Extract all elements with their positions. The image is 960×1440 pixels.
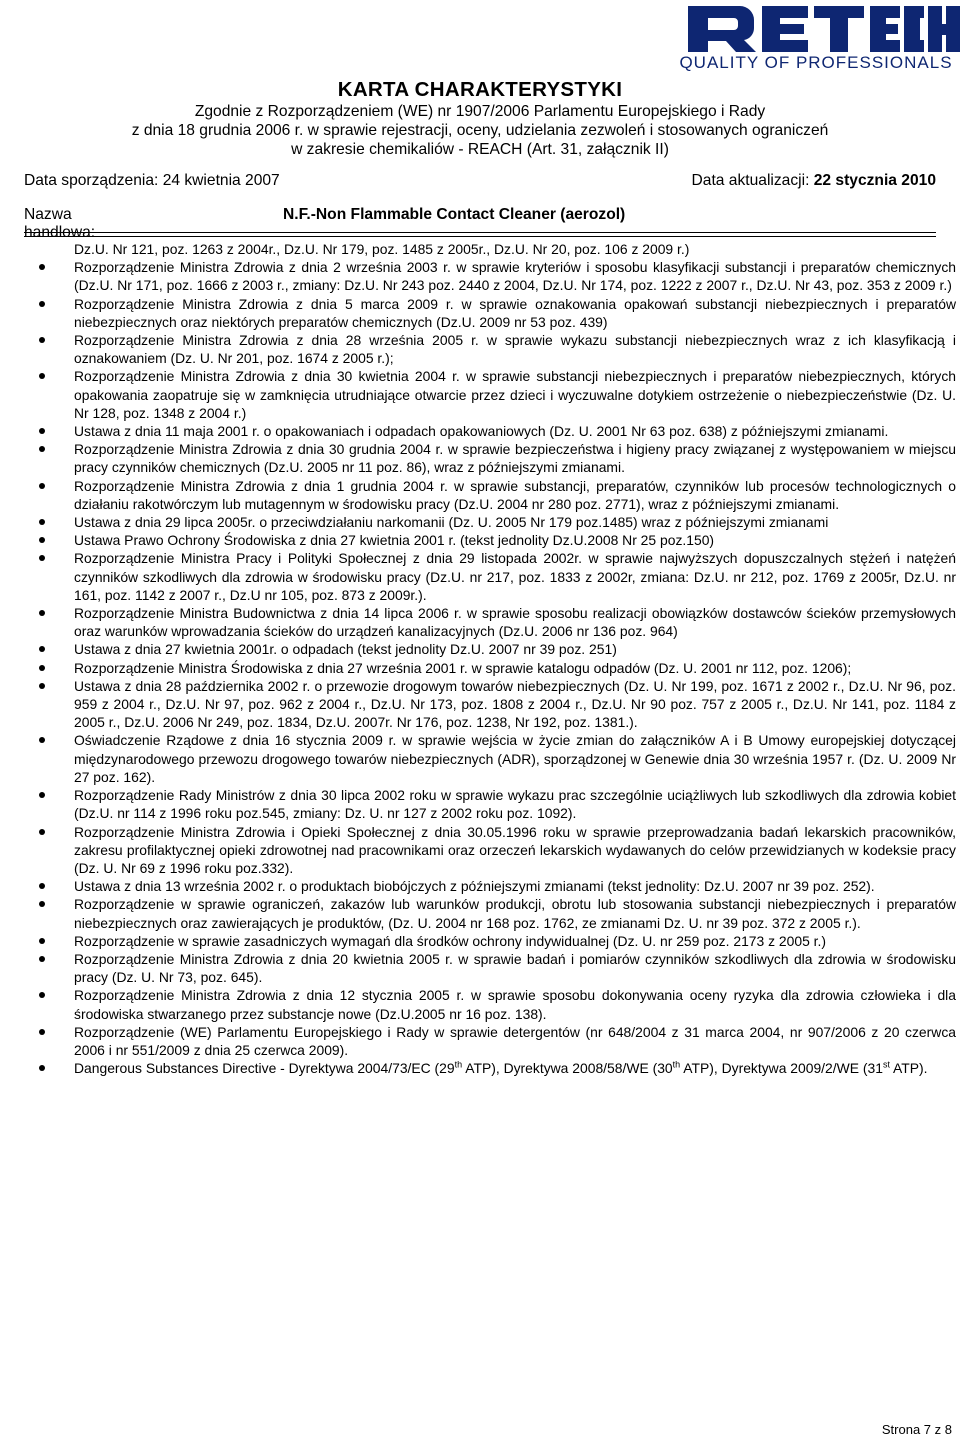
list-item-text: Rozporządzenie Ministra Zdrowia z dnia 12 stycznia 2005 r. w sprawie sposobu dokonywania oceny ryzyka dla zdrowia człowieka i dla środowiska stwarzanego przez substancje nowe (Dz.U.2005 nr 16 poz. 138). [74, 987, 956, 1022]
list-item-text: Oświadczenie Rządowe z dnia 16 stycznia 2009 r. w sprawie wejścia w życie zmian do załączników A i B Umowy europejskiej dotyczącej międzynarodowego przewozu drogowego towarów niebezpiecznych (ADR), sporządzonej w Genewie dnia 30 września 1957 r. (Dz. U. 2009 Nr 27 poz. 162). [74, 732, 956, 785]
list-item [24, 295, 956, 331]
list-item [24, 950, 956, 986]
list-item-text: Rozporządzenie Ministra Budownictwa z dnia 14 lipca 2006 r. w sprawie sposobu realizacji obowiązków dostawców ścieków przemysłowych oraz warunków wprowadzania ścieków do urządzeń kanalizacyjnych (Dz.U. 2006 nr 136 poz. 964) [74, 605, 956, 640]
ordinal-suffix: th [672, 1059, 681, 1070]
list-item-text: Rozporządzenie Ministra Zdrowia i Opieki Społecznej z dnia 30.05.1996 roku w sprawie przeprowadzania badań lekarskich pracowników, zakresu profilaktycznej opieki zdrowotnej nad pracownikami oraz orzeczeń lekarskich wydawanych do celów przewidzianych w kodeksie pracy (Dz. U. Nr 69 z 1996 roku poz.332). [74, 823, 956, 876]
list-item [24, 331, 956, 367]
list-item-text: Rozporządzenie Ministra Zdrowia z dnia 1 grudnia 2004 r. w sprawie substancji, preparatów, czynników lub procesów technologicznych o działaniu rakotwórczym lub mutagennym w środowisku pracy (Dz.U. 2004 nr 280 poz. 2771), wraz z późniejszymi zmianami. [74, 477, 956, 512]
list-item [24, 986, 956, 1022]
bullet-icon [39, 829, 45, 835]
list-item-text: Rozporządzenie Ministra Zdrowia z dnia 28 września 2005 r. w sprawie wykazu substancji niebezpiecznych wraz z ich klasyfikacją i oznakowaniem (Dz. U. Nr 201, poz. 1674 z 2005 r.); [74, 332, 956, 367]
list-item-text: Ustawa z dnia 29 lipca 2005r. o przeciwdziałaniu narkomanii (Dz. U. 2005 Nr 179 poz.1485) wraz z późniejszymi zmianami [74, 514, 829, 531]
bullet-icon [39, 483, 45, 489]
ordinal-suffix: th [454, 1059, 463, 1070]
list-item [24, 440, 956, 476]
bullet-icon [39, 373, 45, 379]
list-item-text: ATP), Dyrektywa 2008/58/WE (30 [462, 1060, 673, 1077]
bullet-icon [39, 337, 45, 343]
bullet-icon [39, 264, 45, 270]
list-item-text: ATP), Dyrektywa 2009/2/WE (31 [680, 1060, 883, 1077]
bullet-icon [39, 792, 45, 798]
trade-name-value: N.F.-Non Flammable Contact Cleaner (aerozol) [283, 206, 626, 223]
bullet-icon [39, 1029, 45, 1035]
update-date [692, 172, 936, 190]
list-item-text: Rozporządzenie w sprawie zasadniczych wymagań dla środków ochrony indywidualnej (Dz. U. nr 259 poz. 2173 z 2005 r.) [74, 932, 827, 949]
retech-logo [672, 4, 960, 72]
list-item-text: Rozporządzenie w sprawie ograniczeń, zakazów lub warunków produkcji, obrotu lub stosowania substancji niebezpiecznych i preparatów niebezpiecznych oraz zawierających je produktów, (Dz. U. 2004 nr 168 poz. 1762, ze zmianami Dz. U. nr 39 poz. 372 z 2005 r.). [74, 896, 956, 931]
list-item [24, 422, 956, 440]
list-item-text: Rozporządzenie Ministra Pracy i Polityki Społecznej z dnia 29 listopada 2002r. w sprawie najwyższych dopuszczalnych stężeń i natężeń czynników szkodliwych dla zdrowia w środowisku pracy (Dz.U. nr 217, poz. 1833 z 2002r, zmiana: Dz.U. nr 212, poz. 1769 z 2005r, Dz.U. nr 161, poz. 1142 z 2007 r., Dz.U nr 105, poz. 873 z 2009r.). [74, 550, 956, 603]
list-item [24, 367, 956, 422]
legal-references [24, 240, 956, 1077]
bullet-icon [39, 610, 45, 616]
regulation-line-1: Zgodnie z Rozporządzeniem (WE) nr 1907/2006 Parlamentu Europejskiego i Rady [194, 103, 766, 120]
list-item-text: Ustawa z dnia 28 października 2002 r. o przewozie drogowym towarów niebezpiecznych (Dz. U. Nr 199, poz. 1671 z 2002 r., Dz.U. Nr 96, poz. 959 z 2004 r., Dz.U. Nr 97, poz. 962 z 2004 r., Dz.U. Nr 173, poz. 1808 z 2004 r., Dz.U. Nr 90 poz. 757 z 2005 r., Dz.U. Nr 141, poz. 1184 z 2005 r., Dz.U. 2006 Nr 249, poz. 1834, Dz.U. 2007r. Nr 176, poz. 1238, Nr 192, poz. 1381.). [74, 677, 956, 731]
list-item [24, 1023, 956, 1059]
list-item [24, 659, 956, 677]
trade-name-label: Nazwa handlowa: [24, 206, 96, 241]
document-title: KARTA CHARAKTERYSTYKI [337, 78, 623, 101]
bullet-icon [39, 992, 45, 998]
list-item-text: Ustawa Prawo Ochrony Środowiska z dnia 27 kwietnia 2001 r. (tekst jednolity Dz.U.2008 Nr 25 poz.150) [74, 532, 715, 549]
legal-list [24, 258, 956, 1077]
list-item-text: Ustawa z dnia 11 maja 2001 r. o opakowaniach i odpadach opakowaniowych (Dz. U. 2001 Nr 63 poz. 638) z późniejszymi zmianami. [74, 423, 889, 440]
list-item-text: Rozporządzenie Rady Ministrów z dnia 30 lipca 2002 roku w sprawie wykazu prac szczególnie uciążliwych lub szkodliwych dla zdrowia kobiet (Dz.U. nr 114 z 1996 roku poz.545, zmiany: Dz. U. nr 127 z 2002 roku poz. 1092). [74, 787, 956, 822]
list-item [24, 513, 956, 531]
bullet-icon [39, 683, 45, 689]
logo-tagline: QUALITY OF PROFESSIONALS [679, 53, 953, 72]
list-item-text: Rozporządzenie Ministra Zdrowia z dnia 30 kwietnia 2004 r. w sprawie substancji niebezpiecznych i preparatów niebezpiecznych, których opakowania zaopatruje się w zamknięcia utrudniające otwarcie przez dzieci i wyczuwalne dotykiem ostrzeżenie o niebezpieczeństwie (Dz. U. Nr 128, poz. 1348 z 2004 r.) [74, 368, 956, 421]
list-item [24, 932, 956, 950]
list-item [24, 877, 956, 895]
list-item [24, 258, 956, 294]
bullet-icon [39, 883, 45, 889]
bullet-icon [39, 537, 45, 543]
list-item-text: Ustawa z dnia 13 września 2002 r. o produktach biobójczych z późniejszymi zmianami (tekst jednolity: Dz.U. 2007 nr 39 poz. 252). [74, 878, 875, 895]
list-item-text: Rozporządzenie Ministra Środowiska z dnia 27 września 2001 r. w sprawie katalogu odpadów (Dz. U. 2001 nr 112, poz. 1206); [74, 659, 852, 676]
list-item [24, 1059, 956, 1077]
bullet-icon [39, 737, 45, 743]
list-item [24, 604, 956, 640]
list-item-text: Rozporządzenie Ministra Zdrowia z dnia 5 marca 2009 r. w sprawie oznakowania opakowań substancji niebezpiecznych i preparatów niebezpiecznych oraz niektórych preparatów chemicznych (Dz.U. 2009 nr 53 poz. 439) [74, 295, 956, 330]
bullet-icon [39, 1065, 45, 1071]
list-item [24, 531, 956, 549]
ordinal-suffix: st [882, 1059, 890, 1070]
bullet-icon [39, 665, 45, 671]
list-item [24, 895, 956, 931]
list-item-text: ATP). [889, 1060, 928, 1077]
bullet-icon [39, 956, 45, 962]
bullet-icon [39, 301, 45, 307]
list-item-text: Ustawa z dnia 27 kwietnia 2001r. o odpadach (tekst jednolity Dz.U. 2007 nr 39 poz. 251) [74, 641, 617, 658]
update-date-label: Data aktualizacji: [691, 172, 814, 189]
list-item-text: Dangerous Substances Directive - Dyrektywa 2004/73/EC (29 [74, 1060, 455, 1077]
update-date-value: 22 stycznia 2010 [813, 172, 936, 189]
bullet-icon [39, 938, 45, 944]
list-item [24, 786, 956, 822]
list-item [24, 640, 956, 658]
bullet-icon [39, 428, 45, 434]
continued-reference: Dz.U. Nr 121, poz. 1263 z 2004r., Dz.U. Nr 179, poz. 1485 z 2005r., Dz.U. Nr 20, poz. 106 z 2009 r.) [74, 241, 690, 257]
bullet-icon [39, 646, 45, 652]
list-item-text: Rozporządzenie Ministra Zdrowia z dnia 30 grudnia 2004 r. w sprawie bezpieczeństwa i higieny pracy związanej z występowaniem w miejscu pracy czynników chemicznych (Dz.U. 2005 nr 11 poz. 86), wraz z późniejszymi zmianami. [74, 441, 956, 476]
dates-row [24, 172, 936, 192]
creation-date: Data sporządzenia: 24 kwietnia 2007 [24, 172, 280, 189]
page-number: Strona 7 z 8 [881, 1422, 952, 1437]
bullet-icon [39, 901, 45, 907]
list-item [24, 549, 956, 604]
list-item [24, 731, 956, 786]
list-item-text: Rozporządzenie (WE) Parlamentu Europejskiego i Rady w sprawie detergentów (nr 648/2004 z 31 marca 2004, nr 907/2006 z 20 czerwca 2006 i nr 551/2009 z dnia 25 czerwca 2009). [74, 1023, 956, 1058]
bullet-icon [39, 555, 45, 561]
bullet-icon [39, 446, 45, 452]
header-divider-bottom [24, 236, 936, 237]
bullet-icon [39, 519, 45, 525]
list-item [24, 823, 956, 878]
retech-logo-graphic [672, 4, 960, 72]
list-item [24, 477, 956, 513]
regulation-line-2: z dnia 18 grudnia 2006 r. w sprawie rejestracji, oceny, udzielania zezwoleń i stosowanych ograniczeń [131, 122, 829, 139]
list-item-text: Rozporządzenie Ministra Zdrowia z dnia 20 kwietnia 2005 r. w sprawie badań i pomiarów czynników szkodliwych dla zdrowia w środowisku pracy (Dz. U. Nr 73, poz. 645). [74, 950, 956, 986]
list-item [24, 677, 956, 732]
header-divider-top [24, 232, 936, 233]
list-item-text: Rozporządzenie Ministra Zdrowia z dnia 2 września 2003 r. w sprawie kryteriów i sposobu klasyfikacji substancji i preparatów chemicznych (Dz.U. Nr 171, poz. 1666 z 2003 r., zmiany: Dz.U. Nr 243 poz. 2440 z 2004, Dz.U. Nr 174, poz. 1222 z 2007 r., Dz.U. Nr 43, poz. 353 z 2009 r.) [74, 259, 956, 294]
regulation-line-3: w zakresie chemikaliów - REACH (Art. 31, załącznik II) [291, 141, 669, 158]
